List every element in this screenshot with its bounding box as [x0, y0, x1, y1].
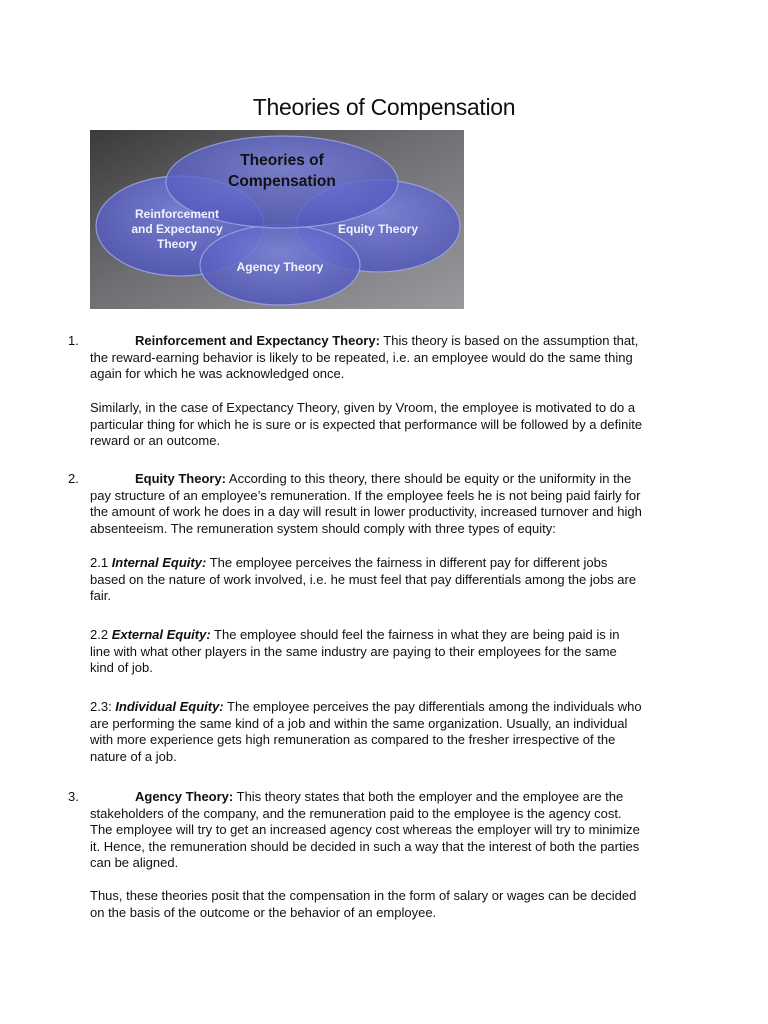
diagram-center-line2: Compensation [228, 173, 336, 190]
diagram-svg [90, 130, 464, 309]
section-heading: Reinforcement and Expectancy Theory: [135, 333, 380, 348]
section-line: stakeholders of the company, and the remuneration paid to the employee is the agency cost. [90, 805, 622, 821]
paragraph-line: particular thing for which he is sure or is expected that performance will be followed by a definite [90, 416, 643, 432]
page-title: Theories of Compensation [252, 94, 516, 120]
section-text: According to this theory, there should be equity or the uniformity in the [226, 471, 632, 486]
diagram-center-line1: Theories of [240, 152, 324, 169]
paragraph-line: reward or an outcome. [90, 433, 221, 448]
subsection-2-1 [90, 555, 680, 605]
paragraph-line: with more experience gets high remuneration as compared to the fresher irrespective of the [90, 732, 616, 747]
diagram-left-line1: Reinforcement [134, 207, 220, 221]
subsection-prefix: 2.1 [90, 555, 112, 570]
subsection-prefix: 2.3: [90, 699, 116, 714]
section-line: the reward-earning behavior is likely to be repeated, i.e. an employee would do the same thing [90, 349, 633, 365]
diagram-left-line3: Theory [156, 237, 198, 251]
section-line: it. Hence, the remuneration should be decided in such a way that the interest of both the parties [90, 838, 640, 854]
subsection-2-3 [90, 699, 680, 765]
paragraph-line: based on the nature of work involved, i.e. he must feel that pay differentials among the jobs are [90, 571, 637, 587]
diagram-left-line2: and Expectancy [131, 222, 223, 236]
subsection-text: The employee perceives the fairness in different pay for different jobs [206, 555, 608, 570]
subsection-text: The employee perceives the pay differentials among the individuals who [223, 699, 642, 714]
diagram-bottom-label: Agency Theory [236, 260, 324, 274]
paragraph-line: kind of job. [90, 660, 153, 675]
section-line: the amount of work he does in a day will result in lower productivity, increased turnover and high [90, 504, 642, 519]
paragraph-line: fair. [90, 588, 111, 603]
theories-diagram [90, 130, 464, 309]
section-heading: Agency Theory: [135, 789, 234, 804]
section-line: again for which he was acknowledged once. [90, 366, 345, 381]
section-line: absenteeism. The remuneration system should comply with three types of equity: [90, 520, 556, 536]
section-line: can be aligned. [90, 855, 179, 870]
conclusion-paragraph [90, 888, 680, 921]
subsection-prefix: 2.2 [90, 627, 112, 642]
subsection-text: The employee should feel the fairness in what they are being paid is in [210, 627, 620, 642]
subsection-2-2 [90, 627, 680, 677]
paragraph-line: are performing the same kind of a job and within the same organization. Usually, an individual [90, 715, 628, 731]
paragraph-line: line with what other players in the same industry are paying to their employees for the same [90, 643, 617, 659]
section-line: The employee will try to get an increased agency cost whereas the employer will try to minimize [90, 822, 640, 837]
section-number: 3. [68, 789, 79, 804]
subsection-heading: External Equity: [111, 627, 211, 642]
paragraph-line: nature of a job. [90, 748, 177, 764]
section-number: 2. [68, 471, 79, 486]
subsection-heading: Individual Equity: [115, 699, 224, 714]
paragraph-line: Thus, these theories posit that the compensation in the form of salary or wages can be decided [90, 888, 637, 903]
subsection-heading: Internal Equity: [111, 555, 207, 570]
section-text: This theory is based on the assumption that, [379, 333, 639, 348]
section-heading: Equity Theory: [135, 471, 227, 486]
section-text: This theory states that both the employer and the employee are the [233, 789, 624, 804]
section-1-followup [90, 400, 680, 450]
paragraph-line: on the basis of the outcome or the behavior of an employee. [90, 904, 437, 920]
section-line: pay structure of an employee’s remuneration. If the employee feels he is not being paid fairly for [90, 487, 641, 503]
diagram-right-label: Equity Theory [337, 222, 419, 236]
section-number: 1. [68, 333, 79, 348]
paragraph-line: Similarly, in the case of Expectancy Theory, given by Vroom, the employee is motivated to do a [90, 400, 636, 415]
